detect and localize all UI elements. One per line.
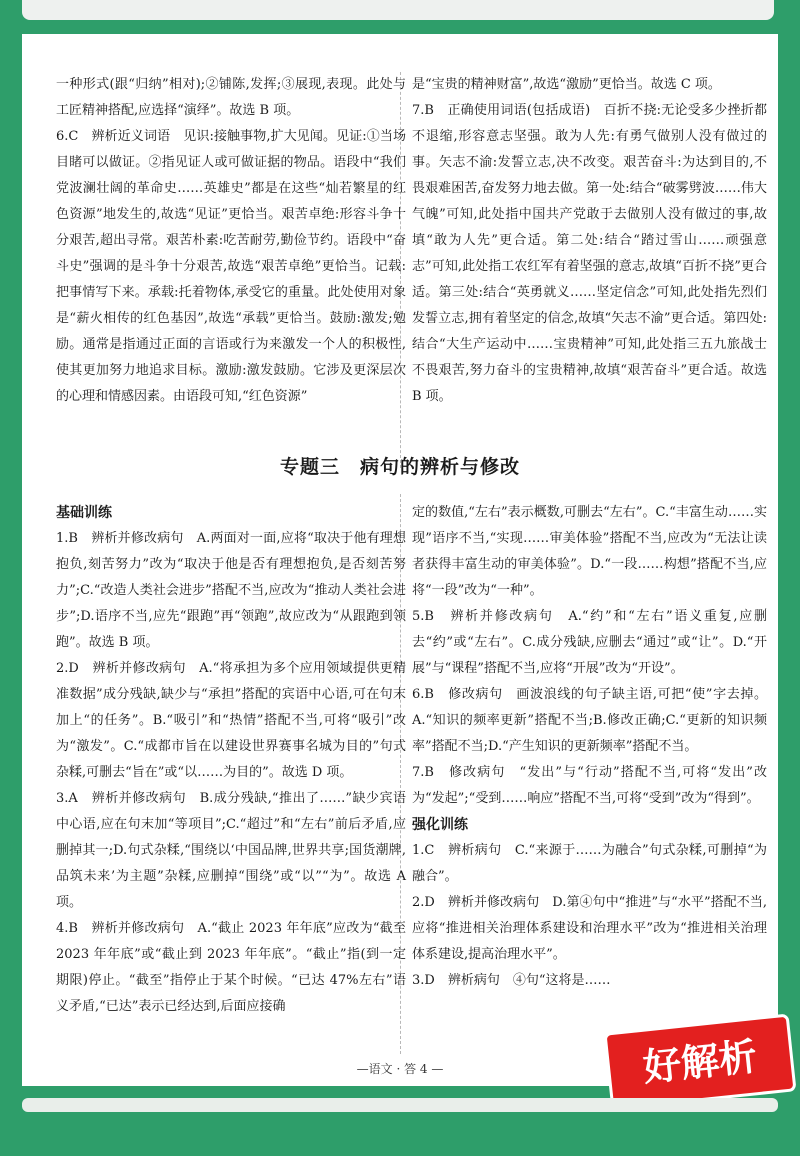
answer-paragraph: 4.B 辨析并修改病句 A.“截止 2023 年年底”应改为“截至 2023 年年底”或“截止到 2023 年年底”。“截止”指(到一定期限)停止。“截至”指停止于某个时候。“已达 47%左右”语义矛盾,“已达”表示已经达到,后面应接确 [56, 921, 406, 1014]
good-analysis-badge: 好解析 [607, 1017, 794, 1107]
answer-paragraph: 1.C 辨析病句 C.“来源于……为融合”句式杂糅,可删掉“为融合”。 [412, 843, 767, 884]
top-strip [22, 0, 774, 20]
answer-paragraph: 1.B 辨析并修改病句 A.两面对一面,应将“取决于他有理想抱负,刻苦努力”改为“取决于他是否有理想抱负,是否刻苦努力”;C.“改造人类社会进步”搭配不当,应改为“推动人类社会进步”;D.语序不当,应先“跟跑”再“领跑”,故应改为“从跟跑到领跑”。故选 B 项。 [56, 531, 406, 650]
answer-page [22, 34, 778, 1090]
answer-paragraph: 是“宝贵的精神财富”,故选“激励”更恰当。故选 C 项。 [412, 77, 721, 92]
answer-paragraph: 一种形式(跟“归纳”相对);②铺陈,发挥;③展现,表现。此处与工匠精神搭配,应选择“演绎”。故选 B 项。 [56, 77, 406, 118]
subsection-heading: 强化训练 [412, 817, 468, 833]
lower-right-column [412, 500, 767, 994]
answer-paragraph: 2.D 辨析并修改病句 D.第④句中“推进”与“水平”搭配不当,应将“推进相关治理体系建设和治理水平”改为“推进相关治理体系建设,提高治理水平”。 [412, 895, 767, 962]
subsection-heading: 基础训练 [56, 505, 112, 521]
answer-paragraph: 3.A 辨析并修改病句 B.成分残缺,“推出了……”缺少宾语中心语,应在句末加“等项目”;C.“超过”和“左右”前后矛盾,应删掉其一;D.句式杂糅,“围绕以‘中国品牌,世界共享;国货潮牌,品筑未来’为主题”杂糅,应删掉“围绕”或“以”“为”。故选 A 项。 [56, 791, 406, 910]
answer-paragraph: 2.D 辨析并修改病句 A.“将承担为多个应用领域提供更精准数据”成分残缺,缺少与“承担”搭配的宾语中心语,可在句末加上“的任务”。B.“吸引”和“热情”搭配不当,可将“吸引”改为“激发”。C.“成都市旨在以建设世界赛事名城为目的”句式杂糅,可删去“旨在”或“以……为目的”。故选 D 项。 [56, 661, 406, 780]
answer-paragraph: 5.B 辨析并修改病句 A.“约”和“左右”语义重复,应删去“约”或“左右”。C.成分残缺,应删去“通过”或“让”。D.“开展”与“课程”搭配不当,应将“开展”改为“开设”。 [412, 609, 767, 676]
answer-paragraph: 7.B 修改病句 “发出”与“行动”搭配不当,可将“发出”改为“发起”;“受到……响应”搭配不当,可将“受到”改为“得到”。 [412, 765, 767, 806]
answer-paragraph: 3.D 辨析病句 ④句“这将是…… [412, 973, 611, 988]
answer-paragraph: 7.B 正确使用词语(包括成语) 百折不挠:无论受多少挫折都不退缩,形容意志坚强。敢为人先:有勇气做别人没有做过的事。矢志不渝:发誓立志,决不改变。艰苦奋斗:为达到目的,不畏艰难困苦,奋发努力地去做。第一处:结合“破雾劈波……伟大气魄”可知,此处指中国共产党敢于去做别人没有做过的事,故填“敢为人先”更合适。第二处:结合“踏过雪山……顽强意志”可知,此处指工农红军有着坚强的意志,故填“百折不挠”更合适。第三处:结合“英勇就义……坚定信念”可知,此处指先烈们发誓立志,拥有着坚定的信念,故填“矢志不渝”更合适。第四处:结合“大生产运动中……宝贵精神”可知,此处指三五九旅战士不畏艰苦,努力奋斗的宝贵精神,故填“艰苦奋斗”更合适。故选 B 项。 [412, 103, 767, 404]
bottom-strip [22, 1098, 778, 1112]
lower-left-column [56, 500, 406, 1020]
answer-paragraph: 6.C 辨析近义词语 见识:接触事物,扩大见闻。见证:①当场目睹可以做证。②指见证人或可做证据的物品。语段中“我们党波澜壮阔的革命史……英雄史”都是在这些“灿若繁星的红色资源”地发生的,故选“见证”更恰当。艰苦卓绝:形容斗争十分艰苦,超出寻常。艰苦朴素:吃苦耐劳,勤俭节约。语段中“奋斗史”强调的是斗争十分艰苦,故选“艰苦卓绝”更恰当。记载:把事情写下来。承载:托着物体,承受它的重量。此处使用对象是“薪火相传的红色基因”,故选“承载”更恰当。鼓励:激发;勉励。通常是指通过正面的言语或行为来激发一个人的积极性,使其更加努力地追求目标。激励:激发鼓励。它涉及更深层次的心理和情感因素。由语段可知,“红色资源” [56, 129, 406, 404]
upper-right-column [412, 72, 767, 410]
answer-paragraph: 6.B 修改病句 画波浪线的句子缺主语,可把“使”字去掉。A.“知识的频率更新”搭配不当;B.修改正确;C.“更新的知识频率”搭配不当;D.“产生知识的更新频率”搭配不当。 [412, 687, 767, 754]
answer-paragraph: 定的数值,“左右”表示概数,可删去“左右”。C.“丰富生动……实现”语序不当,“实现……审美体验”搭配不当,应改为“无法让读者获得丰富生动的审美体验”。D.“一段……构想”搭配不当,应将“一段”改为“一种”。 [412, 505, 767, 598]
upper-left-column [56, 72, 406, 410]
section-title: 专题三 病句的辨析与修改 [279, 456, 520, 478]
page-number: —语文 · 答 4 — [356, 1062, 444, 1076]
